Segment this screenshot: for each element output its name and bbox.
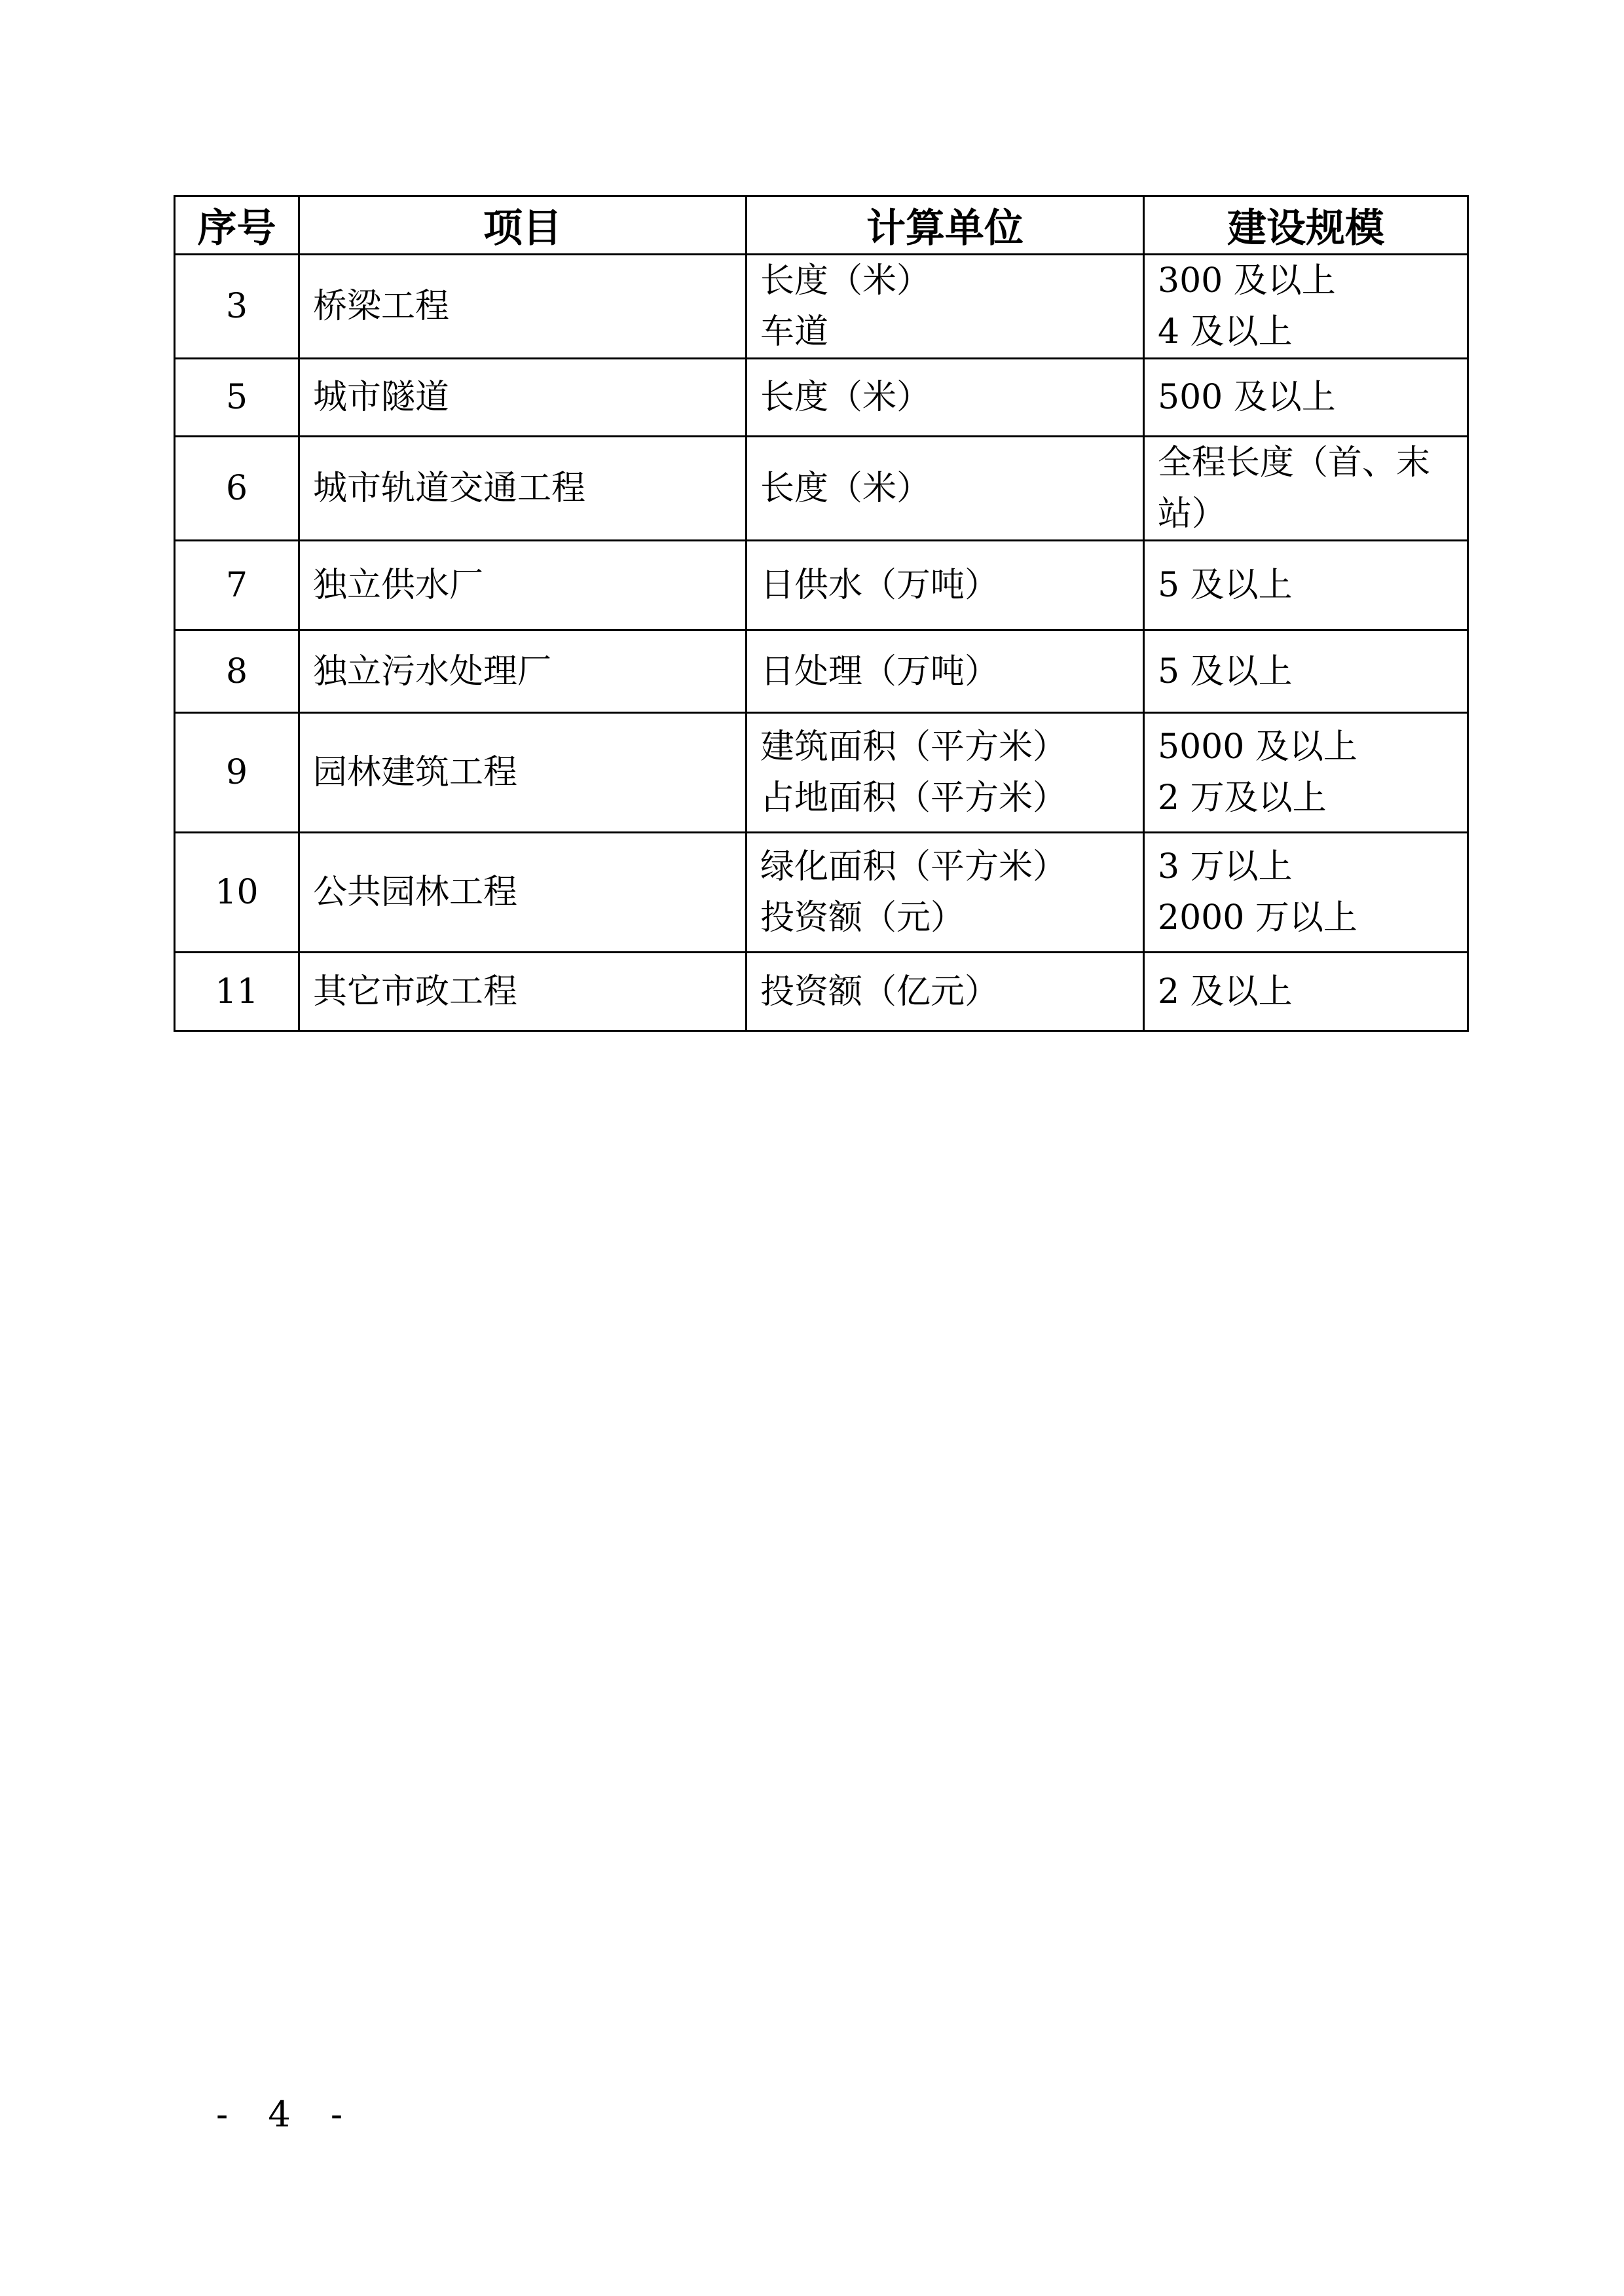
table-row xyxy=(175,437,1468,541)
row-scale xyxy=(1144,953,1468,1031)
row-item: 独立供水厂 xyxy=(299,541,747,630)
table-row xyxy=(175,630,1468,713)
row-seq: 9 xyxy=(175,713,299,833)
row-unit xyxy=(747,437,1144,541)
row-scale xyxy=(1144,541,1468,630)
row-scale xyxy=(1144,359,1468,437)
scale-line: 500 及以上 xyxy=(1158,378,1336,417)
unit-line: 投资额（元） xyxy=(760,898,965,938)
table-row xyxy=(175,713,1468,833)
row-item: 桥梁工程 xyxy=(299,255,747,359)
scale-line: 3 万以上 xyxy=(1158,847,1293,886)
row-item: 公共园林工程 xyxy=(299,833,747,953)
unit-line: 长度（米） xyxy=(760,261,931,301)
row-unit xyxy=(747,255,1144,359)
page-number: - 4 - xyxy=(216,2094,358,2135)
row-seq: 7 xyxy=(175,541,299,630)
row-unit xyxy=(747,833,1144,953)
unit-line: 长度（米） xyxy=(760,378,931,417)
unit-line: 车道 xyxy=(760,312,829,352)
header-scale: 建设规模 xyxy=(1144,196,1468,255)
row-seq: 5 xyxy=(175,359,299,437)
table-row xyxy=(175,953,1468,1031)
unit-line: 日供水（万吨） xyxy=(760,566,999,605)
row-seq: 8 xyxy=(175,630,299,713)
scale-line: 4 及以上 xyxy=(1158,312,1293,352)
row-unit xyxy=(747,713,1144,833)
table-header-row xyxy=(175,196,1468,255)
scale-line: 2000 万以上 xyxy=(1158,898,1357,938)
row-item: 城市隧道 xyxy=(299,359,747,437)
row-scale xyxy=(1144,255,1468,359)
scale-line: 5 及以上 xyxy=(1158,651,1293,691)
header-item: 项目 xyxy=(299,196,747,255)
row-item: 独立污水处理厂 xyxy=(299,630,747,713)
row-scale xyxy=(1144,833,1468,953)
scale-line: 全程长度（首、末站） xyxy=(1158,443,1431,534)
table-row xyxy=(175,255,1468,359)
row-seq: 3 xyxy=(175,255,299,359)
header-seq: 序号 xyxy=(175,196,299,255)
row-scale xyxy=(1144,630,1468,713)
scale-line: 5 及以上 xyxy=(1158,566,1293,605)
row-scale xyxy=(1144,437,1468,541)
unit-line: 日处理（万吨） xyxy=(760,651,999,691)
row-scale xyxy=(1144,713,1468,833)
unit-line: 绿化面积（平方米） xyxy=(760,847,1067,886)
unit-line: 投资额（亿元） xyxy=(760,972,999,1011)
row-unit xyxy=(747,630,1144,713)
row-seq: 11 xyxy=(175,953,299,1031)
scale-line: 300 及以上 xyxy=(1158,261,1336,301)
row-item: 城市轨道交通工程 xyxy=(299,437,747,541)
scale-line: 2 及以上 xyxy=(1158,972,1293,1011)
table-row xyxy=(175,541,1468,630)
row-seq: 6 xyxy=(175,437,299,541)
unit-line: 建筑面积（平方米） xyxy=(760,727,1067,767)
row-item: 园林建筑工程 xyxy=(299,713,747,833)
row-unit xyxy=(747,541,1144,630)
unit-line: 长度（米） xyxy=(760,469,931,508)
scale-line: 5000 及以上 xyxy=(1158,727,1357,767)
header-unit: 计算单位 xyxy=(747,196,1144,255)
row-seq: 10 xyxy=(175,833,299,953)
table-row xyxy=(175,359,1468,437)
scale-line: 2 万及以上 xyxy=(1158,778,1327,818)
row-unit xyxy=(747,359,1144,437)
project-scale-table xyxy=(174,195,1469,1032)
row-item: 其它市政工程 xyxy=(299,953,747,1031)
table-row xyxy=(175,833,1468,953)
unit-line: 占地面积（平方米） xyxy=(760,778,1067,818)
row-unit xyxy=(747,953,1144,1031)
